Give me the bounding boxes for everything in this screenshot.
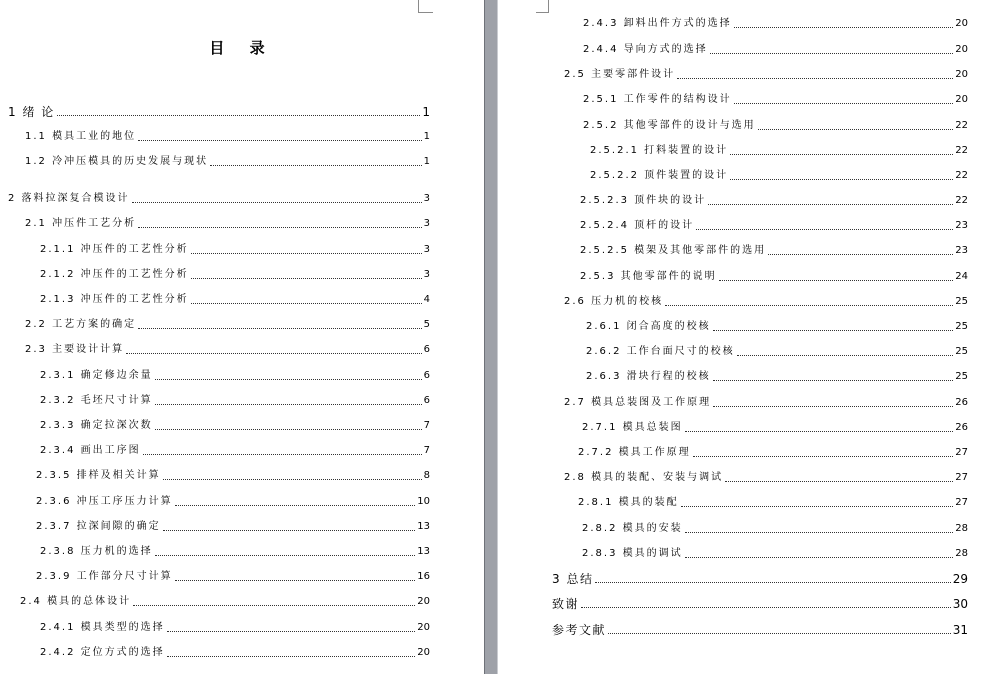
toc-entry-title: 2.3.9 工作部分尺寸计算 xyxy=(36,571,173,582)
toc-entry xyxy=(586,344,968,358)
toc-page-number: 30 xyxy=(952,597,968,611)
toc-page-number: 3 xyxy=(423,269,430,280)
toc-entry-title: 2.3.6 冲压工序压力计算 xyxy=(36,496,173,507)
toc-entry-title: 2.5.3 其他零部件的说明 xyxy=(580,271,717,282)
toc-dot-leader xyxy=(138,328,422,329)
toc-entry-title: 2.5.2.4 顶杆的设计 xyxy=(580,220,695,231)
toc-page-number: 27 xyxy=(955,497,968,508)
toc-dot-leader xyxy=(734,27,954,28)
toc-entry-title: 1.1 模具工业的地位 xyxy=(25,131,137,142)
toc-entry-title: 2.3.7 拉深间隙的确定 xyxy=(36,521,161,532)
toc-dot-leader xyxy=(665,305,953,306)
toc-entry-title: 2.5.2.5 模架及其他零部件的选用 xyxy=(580,245,767,256)
toc-dot-leader xyxy=(713,330,954,331)
toc-entry-title: 2.3.8 压力机的选择 xyxy=(40,546,153,557)
toc-entry xyxy=(8,191,430,205)
toc-page-number: 20 xyxy=(417,622,430,633)
toc-entry xyxy=(552,571,968,585)
toc-entry-title: 2.1.1 冲压件的工艺性分析 xyxy=(40,244,189,255)
toc-page-number: 4 xyxy=(423,294,430,305)
toc-dot-leader xyxy=(191,253,422,254)
toc-entry xyxy=(578,495,968,509)
toc-page-number: 25 xyxy=(955,321,968,332)
toc-dot-leader xyxy=(685,532,954,533)
toc-dot-leader xyxy=(758,129,954,130)
toc-page-number: 16 xyxy=(417,571,430,582)
toc-entry-title: 2.3 主要设计计算 xyxy=(25,344,125,355)
toc-entry xyxy=(40,267,430,281)
toc-dot-leader xyxy=(191,278,422,279)
toc-page-number: 6 xyxy=(423,344,430,355)
toc-page-number: 20 xyxy=(417,647,430,658)
toc-dot-leader xyxy=(595,582,950,583)
toc-dot-leader xyxy=(155,379,422,380)
page-gutter xyxy=(484,0,498,674)
toc-page-number: 5 xyxy=(423,319,430,330)
toc-dot-leader xyxy=(719,280,954,281)
toc-entry xyxy=(582,521,968,535)
toc-dot-leader xyxy=(175,580,416,581)
toc-dot-leader xyxy=(133,605,415,606)
toc-entry-title: 2.1.3 冲压件的工艺性分析 xyxy=(40,294,189,305)
toc-entry-title: 2.4 模具的总体设计 xyxy=(20,596,132,607)
toc-dot-leader xyxy=(155,555,416,556)
toc-page-number: 28 xyxy=(955,548,968,559)
toc-page-number: 31 xyxy=(952,623,968,637)
toc-dot-leader xyxy=(713,380,954,381)
toc-page-number: 1 xyxy=(423,131,430,142)
toc-dot-leader xyxy=(677,78,953,79)
toc-dot-leader xyxy=(138,227,422,228)
toc-entry xyxy=(582,546,968,560)
toc-page-number: 6 xyxy=(423,395,430,406)
toc-dot-leader xyxy=(730,154,953,155)
toc-entry xyxy=(40,645,430,659)
crop-mark xyxy=(536,0,549,13)
toc-dot-leader xyxy=(138,140,422,141)
toc-entry xyxy=(40,443,430,457)
toc-entry xyxy=(580,193,968,207)
toc-entry-title: 2.8 模具的装配、安装与调试 xyxy=(564,472,724,483)
toc-entry xyxy=(25,154,430,168)
toc-dot-leader xyxy=(163,479,422,480)
toc-entry xyxy=(564,395,968,409)
toc-entry-title: 2.8.1 模具的装配 xyxy=(578,497,679,508)
toc-entry xyxy=(20,594,430,608)
toc-title: 目 录 xyxy=(209,39,275,57)
toc-entry xyxy=(578,445,968,459)
toc-page-number: 24 xyxy=(955,271,968,282)
toc-entry-title: 2.5.1 工作零件的结构设计 xyxy=(583,94,732,105)
toc-dot-leader xyxy=(155,429,422,430)
toc-dot-leader xyxy=(713,406,953,407)
toc-entry-title: 2.8.3 模具的调试 xyxy=(582,548,683,559)
toc-entry-title: 2.4.2 定位方式的选择 xyxy=(40,647,165,658)
toc-page-number: 29 xyxy=(952,572,968,586)
toc-page-number: 20 xyxy=(417,596,430,607)
toc-entry-title: 2.5.2.1 打料装置的设计 xyxy=(590,145,729,156)
toc-dot-leader xyxy=(734,103,954,104)
toc-entry-title: 2 落料拉深复合模设计 xyxy=(8,193,130,204)
toc-entry xyxy=(583,92,968,106)
toc-dot-leader xyxy=(132,202,422,203)
toc-entry xyxy=(36,519,430,533)
toc-page-number: 7 xyxy=(423,445,430,456)
toc-entry xyxy=(580,243,968,257)
toc-page-number: 8 xyxy=(423,470,430,481)
toc-entry xyxy=(36,569,430,583)
toc-entry xyxy=(36,494,430,508)
toc-dot-leader xyxy=(681,506,954,507)
toc-entry xyxy=(586,369,968,383)
crop-mark xyxy=(418,0,433,13)
toc-page-number: 25 xyxy=(955,346,968,357)
toc-entry xyxy=(36,468,430,482)
toc-page-number: 23 xyxy=(955,245,968,256)
toc-entry-title: 2.6.1 闭合高度的校核 xyxy=(586,321,711,332)
toc-entry xyxy=(40,418,430,432)
toc-dot-leader xyxy=(696,229,953,230)
toc-entry-title: 2.3.4 画出工序图 xyxy=(40,445,141,456)
toc-entry xyxy=(25,317,430,331)
toc-page-number: 20 xyxy=(955,94,968,105)
toc-entry xyxy=(552,622,968,636)
toc-page-number: 3 xyxy=(423,218,430,229)
toc-entry xyxy=(586,319,968,333)
toc-entry xyxy=(580,218,968,232)
toc-dot-leader xyxy=(693,456,954,457)
toc-dot-leader xyxy=(143,454,422,455)
toc-page-number: 20 xyxy=(955,69,968,80)
toc-page-number: 22 xyxy=(955,195,968,206)
toc-entry-title: 2.3.2 毛坯尺寸计算 xyxy=(40,395,153,406)
toc-page-number: 20 xyxy=(955,18,968,29)
toc-dot-leader xyxy=(581,607,951,608)
toc-dot-leader xyxy=(167,631,416,632)
toc-page-number: 1 xyxy=(423,156,430,167)
toc-entry-title: 2.6.2 工作台面尺寸的校核 xyxy=(586,346,735,357)
toc-entry xyxy=(564,67,968,81)
toc-entry-title: 2.5.2 其他零部件的设计与选用 xyxy=(583,120,756,131)
toc-entry xyxy=(583,42,968,56)
toc-page-number: 25 xyxy=(955,371,968,382)
toc-entry-title: 1 绪 论 xyxy=(8,105,55,119)
toc-dot-leader xyxy=(708,204,953,205)
toc-page-number: 23 xyxy=(955,220,968,231)
toc-dot-leader xyxy=(685,431,954,432)
toc-entry-title: 2.5.2.3 顶件块的设计 xyxy=(580,195,707,206)
toc-entry-title: 致谢 xyxy=(552,597,580,611)
toc-entry-title: 2.3.3 确定拉深次数 xyxy=(40,420,153,431)
toc-entry-title: 2.1.2 冲压件的工艺性分析 xyxy=(40,269,189,280)
toc-entry xyxy=(582,420,968,434)
toc-dot-leader xyxy=(730,179,953,180)
document-page-right xyxy=(498,0,1001,674)
toc-dot-leader xyxy=(163,530,416,531)
toc-entry-title: 2.5.2.2 顶件装置的设计 xyxy=(590,170,729,181)
toc-dot-leader xyxy=(725,481,953,482)
toc-entry-title: 2.6 压力机的校核 xyxy=(564,296,664,307)
toc-entry-title: 2.7 模具总装图及工作原理 xyxy=(564,397,712,408)
toc-page-number: 22 xyxy=(955,145,968,156)
document-page-left xyxy=(0,0,484,674)
toc-page-number: 26 xyxy=(955,422,968,433)
toc-dot-leader xyxy=(768,254,953,255)
toc-dot-leader xyxy=(57,115,421,116)
toc-entry xyxy=(583,118,968,132)
toc-entry xyxy=(580,269,968,283)
toc-dot-leader xyxy=(737,355,954,356)
toc-dot-leader xyxy=(685,557,954,558)
toc-entry-title: 3 总结 xyxy=(552,572,594,586)
toc-page-number: 27 xyxy=(955,472,968,483)
toc-entry xyxy=(25,216,430,230)
toc-entry xyxy=(40,368,430,382)
toc-page-number: 22 xyxy=(955,170,968,181)
toc-entry xyxy=(552,596,968,610)
toc-page-number: 3 xyxy=(423,193,430,204)
toc-entry-title: 1.2 冷冲压模具的历史发展与现状 xyxy=(25,156,209,167)
toc-dot-leader xyxy=(608,633,951,634)
toc-entry xyxy=(40,544,430,558)
toc-entry xyxy=(40,242,430,256)
toc-page-number: 13 xyxy=(417,521,430,532)
toc-entry xyxy=(25,129,430,143)
toc-entry-title: 2.5 主要零部件设计 xyxy=(564,69,676,80)
toc-entry xyxy=(564,470,968,484)
toc-page-number: 28 xyxy=(955,523,968,534)
toc-page-number: 7 xyxy=(423,420,430,431)
toc-entry xyxy=(40,292,430,306)
toc-page-number: 22 xyxy=(955,120,968,131)
toc-entry-title: 2.4.4 导向方式的选择 xyxy=(583,44,708,55)
toc-entry-title: 2.7.1 模具总装图 xyxy=(582,422,683,433)
toc-dot-leader xyxy=(175,505,416,506)
toc-entry-title: 2.4.1 模具类型的选择 xyxy=(40,622,165,633)
toc-entry-title: 2.6.3 滑块行程的校核 xyxy=(586,371,711,382)
toc-entry-title: 2.3.5 排样及相关计算 xyxy=(36,470,161,481)
toc-entry-title: 2.1 冲压件工艺分析 xyxy=(25,218,137,229)
toc-dot-leader xyxy=(210,165,422,166)
toc-entry xyxy=(8,104,430,118)
toc-entry xyxy=(583,16,968,30)
toc-entry-title: 2.3.1 确定修边余量 xyxy=(40,370,153,381)
toc-page-number: 13 xyxy=(417,546,430,557)
toc-page-number: 27 xyxy=(955,447,968,458)
toc-entry xyxy=(40,393,430,407)
toc-entry-title: 参考文献 xyxy=(552,623,607,637)
toc-entry-title: 2.8.2 模具的安装 xyxy=(582,523,683,534)
toc-entry-title: 2.2 工艺方案的确定 xyxy=(25,319,137,330)
toc-page-number: 10 xyxy=(417,496,430,507)
toc-dot-leader xyxy=(710,53,954,54)
toc-page-number: 20 xyxy=(955,44,968,55)
toc-entry xyxy=(25,342,430,356)
toc-page-number: 25 xyxy=(955,296,968,307)
toc-entry xyxy=(564,294,968,308)
toc-entry xyxy=(590,143,968,157)
toc-dot-leader xyxy=(126,353,422,354)
toc-page-number: 6 xyxy=(423,370,430,381)
toc-page-number: 26 xyxy=(955,397,968,408)
toc-page-number: 1 xyxy=(422,105,430,119)
toc-entry-title: 2.7.2 模具工作原理 xyxy=(578,447,691,458)
toc-entry xyxy=(590,168,968,182)
toc-dot-leader xyxy=(155,404,422,405)
toc-entry xyxy=(40,620,430,634)
toc-dot-leader xyxy=(167,656,416,657)
toc-entry-title: 2.4.3 卸料出件方式的选择 xyxy=(583,18,732,29)
toc-dot-leader xyxy=(191,303,422,304)
toc-page-number: 3 xyxy=(423,244,430,255)
